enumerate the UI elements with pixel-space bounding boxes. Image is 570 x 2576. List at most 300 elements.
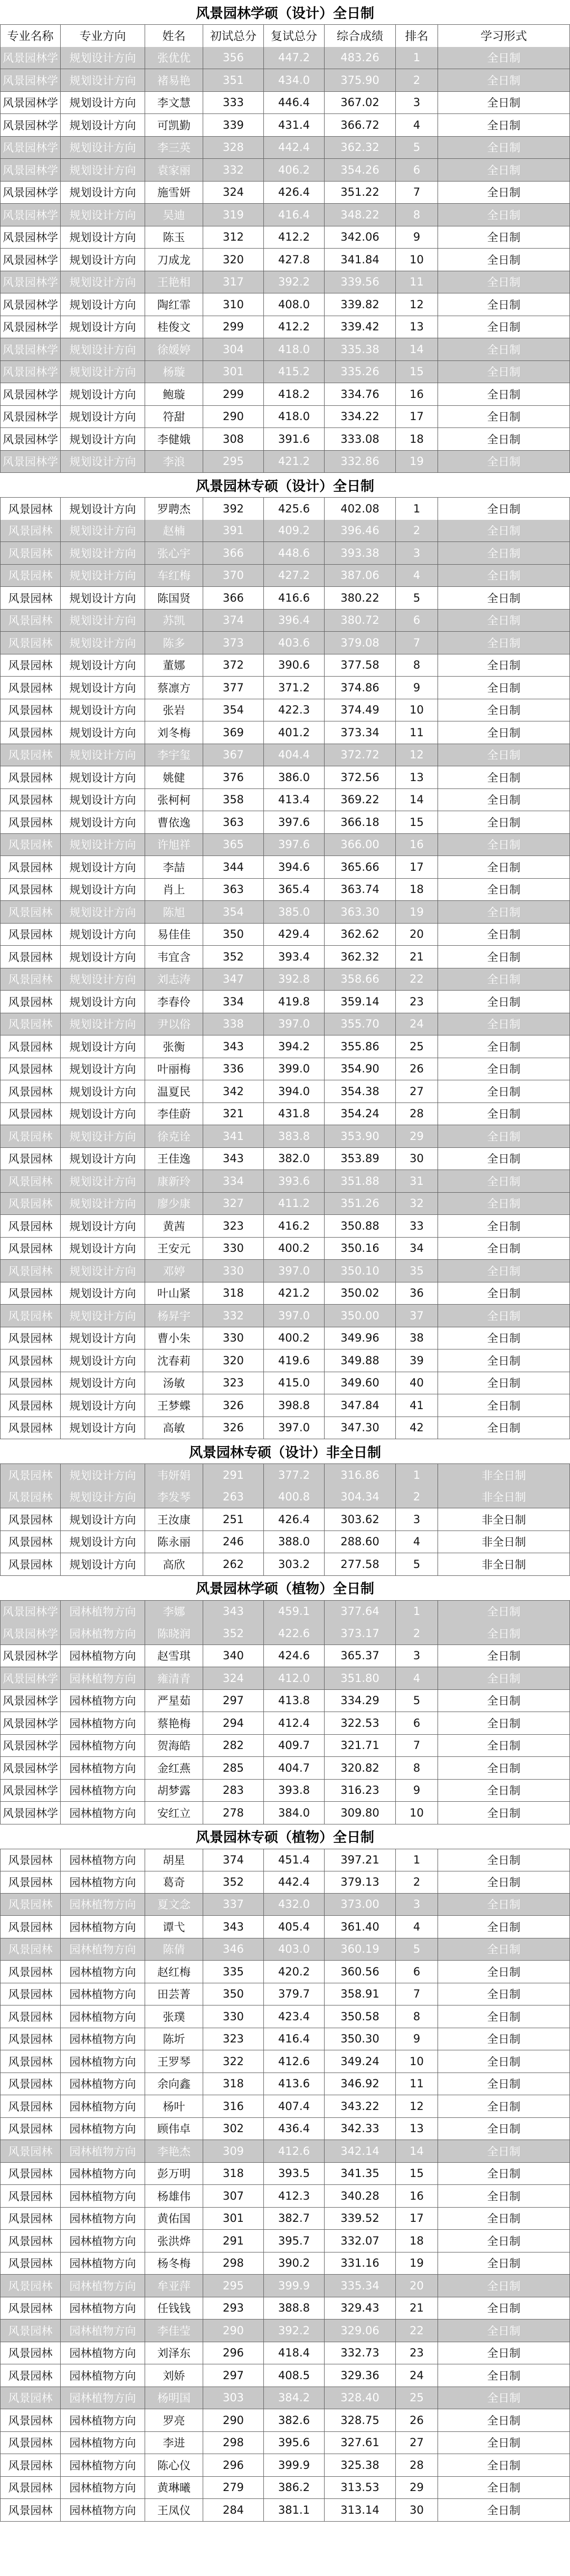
rank-cell: 23 bbox=[396, 2342, 438, 2365]
name-cell: 韦宜含 bbox=[145, 946, 203, 968]
study-form-cell: 全日制 bbox=[438, 1215, 570, 1238]
study-form-cell: 全日制 bbox=[438, 1802, 570, 1824]
study-form-cell: 全日制 bbox=[438, 1757, 570, 1780]
name-cell: 杨雄伟 bbox=[145, 2185, 203, 2208]
name-cell: 赵红梅 bbox=[145, 1961, 203, 1983]
retest-score-cell: 434.0 bbox=[264, 69, 325, 92]
composite-score-cell: 377.64 bbox=[325, 1601, 396, 1623]
rank-cell: 27 bbox=[396, 1080, 438, 1103]
study-form-cell: 全日制 bbox=[438, 1601, 570, 1623]
study-form-cell: 全日制 bbox=[438, 451, 570, 473]
prelim-score-cell: 330 bbox=[203, 1327, 264, 1350]
prelim-score-cell: 278 bbox=[203, 1802, 264, 1824]
name-cell: 温夏民 bbox=[145, 1080, 203, 1103]
composite-score-cell: 348.22 bbox=[325, 204, 396, 226]
rank-cell: 38 bbox=[396, 1327, 438, 1350]
composite-score-cell: 393.38 bbox=[325, 542, 396, 565]
rank-cell: 6 bbox=[396, 610, 438, 632]
major-cell: 风景园林学 bbox=[0, 428, 61, 451]
direction-cell: 规划设计方向 bbox=[61, 542, 145, 565]
name-cell: 雍清青 bbox=[145, 1667, 203, 1690]
retest-score-cell: 384.2 bbox=[264, 2387, 325, 2410]
major-cell: 风景园林 bbox=[0, 1125, 61, 1148]
study-form-cell: 全日制 bbox=[438, 2140, 570, 2163]
table-row bbox=[0, 1735, 570, 1757]
rank-cell: 11 bbox=[396, 721, 438, 744]
name-cell: 叶丽梅 bbox=[145, 1058, 203, 1081]
retest-score-cell: 381.1 bbox=[264, 2499, 325, 2522]
major-cell: 风景园林 bbox=[0, 879, 61, 901]
rank-cell: 20 bbox=[396, 2275, 438, 2297]
direction-cell: 园林植物方向 bbox=[61, 2230, 145, 2252]
prelim-score-cell: 299 bbox=[203, 316, 264, 339]
composite-score-cell: 377.58 bbox=[325, 654, 396, 677]
table-row bbox=[0, 1983, 570, 2006]
table-row bbox=[0, 721, 570, 744]
name-cell: 李发琴 bbox=[145, 1486, 203, 1509]
major-cell: 风景园林 bbox=[0, 901, 61, 924]
study-form-cell: 全日制 bbox=[438, 361, 570, 384]
prelim-score-cell: 356 bbox=[203, 47, 264, 70]
direction-cell: 规划设计方向 bbox=[61, 182, 145, 204]
retest-score-cell: 377.2 bbox=[264, 1464, 325, 1487]
prelim-score-cell: 284 bbox=[203, 2499, 264, 2522]
name-cell: 姓名 bbox=[145, 25, 203, 47]
rank-cell: 7 bbox=[396, 632, 438, 654]
direction-cell: 规划设计方向 bbox=[61, 1486, 145, 1509]
prelim-score-cell: 322 bbox=[203, 2050, 264, 2073]
major-cell: 风景园林学 bbox=[0, 159, 61, 182]
prelim-score-cell: 324 bbox=[203, 182, 264, 204]
study-form-cell: 全日制 bbox=[438, 2477, 570, 2499]
direction-cell: 园林植物方向 bbox=[61, 1871, 145, 1894]
name-cell: 杨叶 bbox=[145, 2095, 203, 2118]
composite-score-cell: 329.36 bbox=[325, 2364, 396, 2387]
direction-cell: 规划设计方向 bbox=[61, 744, 145, 767]
direction-cell: 园林植物方向 bbox=[61, 2252, 145, 2275]
retest-score-cell: 390.2 bbox=[264, 2252, 325, 2275]
direction-cell: 园林植物方向 bbox=[61, 2140, 145, 2163]
direction-cell: 规划设计方向 bbox=[61, 1103, 145, 1126]
study-form-cell: 全日制 bbox=[438, 1916, 570, 1938]
direction-cell: 规划设计方向 bbox=[61, 383, 145, 406]
direction-cell: 规划设计方向 bbox=[61, 1125, 145, 1148]
major-cell: 风景园林 bbox=[0, 991, 61, 1013]
prelim-score-cell: 291 bbox=[203, 2230, 264, 2252]
table-row bbox=[0, 677, 570, 699]
major-cell: 风景园林 bbox=[0, 1193, 61, 1215]
rank-cell: 9 bbox=[396, 1780, 438, 1802]
name-cell: 安红立 bbox=[145, 1802, 203, 1824]
retest-score-cell: 390.6 bbox=[264, 654, 325, 677]
study-form-cell: 全日制 bbox=[438, 1780, 570, 1802]
major-cell: 风景园林 bbox=[0, 2499, 61, 2522]
retest-score-cell: 386.2 bbox=[264, 2477, 325, 2499]
retest-score-cell: 382.7 bbox=[264, 2208, 325, 2230]
major-cell: 风景园林 bbox=[0, 1961, 61, 1983]
composite-score-cell: 396.46 bbox=[325, 520, 396, 543]
retest-score-cell: 418.2 bbox=[264, 383, 325, 406]
prelim-score-cell: 246 bbox=[203, 1531, 264, 1554]
name-cell: 韦妍娟 bbox=[145, 1464, 203, 1487]
rank-cell: 5 bbox=[396, 587, 438, 610]
prelim-score-cell: 391 bbox=[203, 520, 264, 543]
study-form-cell: 全日制 bbox=[438, 338, 570, 361]
prelim-score-cell: 330 bbox=[203, 1260, 264, 1282]
study-form-cell: 非全日制 bbox=[438, 1508, 570, 1531]
rank-cell: 32 bbox=[396, 1193, 438, 1215]
prelim-score-cell: 296 bbox=[203, 2454, 264, 2477]
rank-cell: 22 bbox=[396, 968, 438, 991]
prelim-score-cell: 374 bbox=[203, 1849, 264, 1872]
name-cell: 可凯勤 bbox=[145, 114, 203, 137]
name-cell: 王佳逸 bbox=[145, 1148, 203, 1171]
rank-cell: 5 bbox=[396, 1690, 438, 1713]
prelim-score-cell: 330 bbox=[203, 2005, 264, 2028]
study-form-cell: 全日制 bbox=[438, 2073, 570, 2096]
prelim-score-cell: 338 bbox=[203, 1013, 264, 1036]
major-cell: 风景园林 bbox=[0, 2208, 61, 2230]
rank-cell: 42 bbox=[396, 1417, 438, 1440]
major-cell: 风景园林 bbox=[0, 542, 61, 565]
study-form-cell: 全日制 bbox=[438, 1938, 570, 1961]
name-cell: 王凤仪 bbox=[145, 2499, 203, 2522]
table-row bbox=[0, 2275, 570, 2297]
composite-score-cell: 373.17 bbox=[325, 1622, 396, 1645]
major-cell: 风景园林 bbox=[0, 1058, 61, 1081]
major-cell: 风景园林 bbox=[0, 498, 61, 520]
rank-cell: 9 bbox=[396, 677, 438, 699]
major-cell: 风景园林 bbox=[0, 2252, 61, 2275]
rank-cell: 34 bbox=[396, 1238, 438, 1260]
study-form-cell: 全日制 bbox=[438, 293, 570, 316]
composite-score-cell: 316.86 bbox=[325, 1464, 396, 1487]
prelim-score-cell: 320 bbox=[203, 1349, 264, 1372]
study-form-cell: 全日制 bbox=[438, 1260, 570, 1282]
name-cell: 尹以俗 bbox=[145, 1013, 203, 1036]
name-cell: 陶红霏 bbox=[145, 293, 203, 316]
rank-cell: 7 bbox=[396, 1735, 438, 1757]
table-row bbox=[0, 159, 570, 182]
retest-score-cell: 407.4 bbox=[264, 2095, 325, 2118]
name-cell: 高欣 bbox=[145, 1553, 203, 1576]
retest-score-cell: 415.0 bbox=[264, 1372, 325, 1395]
rank-cell: 2 bbox=[396, 1871, 438, 1894]
table-row bbox=[0, 991, 570, 1013]
study-form-cell: 全日制 bbox=[438, 406, 570, 429]
table-row bbox=[0, 182, 570, 204]
retest-score-cell: 412.6 bbox=[264, 2140, 325, 2163]
name-cell: 夏文念 bbox=[145, 1894, 203, 1916]
retest-score-cell: 442.4 bbox=[264, 137, 325, 159]
study-form-cell: 全日制 bbox=[438, 1035, 570, 1058]
major-cell: 风景园林 bbox=[0, 2387, 61, 2410]
name-cell: 曹依逸 bbox=[145, 811, 203, 834]
study-form-cell: 全日制 bbox=[438, 1327, 570, 1350]
study-form-cell: 全日制 bbox=[438, 1058, 570, 1081]
rank-cell: 33 bbox=[396, 1215, 438, 1238]
study-form-cell: 全日制 bbox=[438, 721, 570, 744]
major-cell: 风景园林 bbox=[0, 2342, 61, 2365]
rank-cell: 7 bbox=[396, 182, 438, 204]
study-form-cell: 全日制 bbox=[438, 226, 570, 249]
retest-score-cell: 416.4 bbox=[264, 204, 325, 226]
name-cell: 车红梅 bbox=[145, 565, 203, 587]
composite-score-cell: 339.56 bbox=[325, 271, 396, 294]
composite-score-cell: 350.02 bbox=[325, 1282, 396, 1305]
composite-score-cell: 373.00 bbox=[325, 1894, 396, 1916]
direction-cell: 园林植物方向 bbox=[61, 1601, 145, 1623]
major-cell: 风景园林 bbox=[0, 2095, 61, 2118]
prelim-score-cell: 291 bbox=[203, 1464, 264, 1487]
study-form-cell: 全日制 bbox=[438, 520, 570, 543]
major-cell: 风景园林 bbox=[0, 1103, 61, 1126]
study-form-cell: 全日制 bbox=[438, 114, 570, 137]
name-cell: 苏凯 bbox=[145, 610, 203, 632]
rank-cell: 8 bbox=[396, 204, 438, 226]
study-form-cell: 全日制 bbox=[438, 632, 570, 654]
major-cell: 风景园林 bbox=[0, 1349, 61, 1372]
retest-score-cell: 404.7 bbox=[264, 1757, 325, 1780]
major-cell: 风景园林 bbox=[0, 1849, 61, 1872]
rank-cell: 37 bbox=[396, 1305, 438, 1327]
table-row bbox=[0, 1894, 570, 1916]
composite-score-cell: 362.62 bbox=[325, 924, 396, 946]
rank-cell: 1 bbox=[396, 47, 438, 70]
direction-cell: 园林植物方向 bbox=[61, 2409, 145, 2432]
study-form-cell: 全日制 bbox=[438, 498, 570, 520]
prelim-score-cell: 318 bbox=[203, 2073, 264, 2096]
rank-cell: 6 bbox=[396, 1961, 438, 1983]
name-cell: 李三英 bbox=[145, 137, 203, 159]
direction-cell: 园林植物方向 bbox=[61, 2185, 145, 2208]
study-form-cell: 全日制 bbox=[438, 1667, 570, 1690]
retest-score-cell: 408.0 bbox=[264, 293, 325, 316]
retest-score-cell: 409.2 bbox=[264, 520, 325, 543]
table-row bbox=[0, 1622, 570, 1645]
major-cell: 风景园林 bbox=[0, 1983, 61, 2006]
study-form-cell: 全日制 bbox=[438, 2050, 570, 2073]
rank-cell: 24 bbox=[396, 1013, 438, 1036]
table-row bbox=[0, 1125, 570, 1148]
name-cell: 陈圻 bbox=[145, 2028, 203, 2051]
table-row bbox=[0, 1260, 570, 1282]
study-form-cell: 全日制 bbox=[438, 1849, 570, 1872]
direction-cell: 园林植物方向 bbox=[61, 2208, 145, 2230]
table-row bbox=[0, 338, 570, 361]
major-cell: 风景园林 bbox=[0, 2118, 61, 2141]
major-cell: 风景园林 bbox=[0, 2005, 61, 2028]
direction-cell: 园林植物方向 bbox=[61, 2275, 145, 2297]
prelim-score-cell: 303 bbox=[203, 2387, 264, 2410]
retest-score-cell: 415.2 bbox=[264, 361, 325, 384]
study-form-cell: 全日制 bbox=[438, 789, 570, 812]
rank-cell: 29 bbox=[396, 2477, 438, 2499]
prelim-score-cell: 320 bbox=[203, 249, 264, 271]
direction-cell: 规划设计方向 bbox=[61, 406, 145, 429]
composite-score-cell: 329.43 bbox=[325, 2297, 396, 2320]
retest-score-cell: 427.8 bbox=[264, 249, 325, 271]
table-row bbox=[0, 632, 570, 654]
rank-cell: 21 bbox=[396, 946, 438, 968]
direction-cell: 园林植物方向 bbox=[61, 1961, 145, 1983]
prelim-score-cell: 336 bbox=[203, 1058, 264, 1081]
retest-score-cell: 303.2 bbox=[264, 1553, 325, 1576]
table-row bbox=[0, 204, 570, 226]
major-cell: 风景园林学 bbox=[0, 1712, 61, 1735]
major-cell: 风景园林 bbox=[0, 1508, 61, 1531]
prelim-score-cell: 354 bbox=[203, 699, 264, 722]
major-cell: 风景园林学 bbox=[0, 1667, 61, 1690]
retest-score-cell: 392.8 bbox=[264, 968, 325, 991]
direction-cell: 规划设计方向 bbox=[61, 249, 145, 271]
composite-score-cell: 380.22 bbox=[325, 587, 396, 610]
retest-score-cell: 416.6 bbox=[264, 587, 325, 610]
name-cell: 许旭祥 bbox=[145, 834, 203, 857]
retest-score-cell: 384.0 bbox=[264, 1802, 325, 1824]
major-cell: 风景园林 bbox=[0, 1080, 61, 1103]
composite-score-cell: 329.06 bbox=[325, 2320, 396, 2342]
table-row bbox=[0, 271, 570, 294]
composite-score-cell: 综合成绩 bbox=[325, 25, 396, 47]
name-cell: 张璞 bbox=[145, 2005, 203, 2028]
study-form-cell: 全日制 bbox=[438, 2095, 570, 2118]
direction-cell: 规划设计方向 bbox=[61, 1035, 145, 1058]
rank-cell: 10 bbox=[396, 699, 438, 722]
prelim-score-cell: 328 bbox=[203, 137, 264, 159]
composite-score-cell: 325.38 bbox=[325, 2454, 396, 2477]
rank-cell: 8 bbox=[396, 1757, 438, 1780]
prelim-score-cell: 319 bbox=[203, 204, 264, 226]
study-form-cell: 全日制 bbox=[438, 2185, 570, 2208]
direction-cell: 规划设计方向 bbox=[61, 968, 145, 991]
direction-cell: 园林植物方向 bbox=[61, 1690, 145, 1713]
composite-score-cell: 362.32 bbox=[325, 137, 396, 159]
name-cell: 杨昇宇 bbox=[145, 1305, 203, 1327]
major-cell: 风景园林 bbox=[0, 2028, 61, 2051]
table-row bbox=[0, 2409, 570, 2432]
name-cell: 李娜 bbox=[145, 1601, 203, 1623]
rank-cell: 25 bbox=[396, 2387, 438, 2410]
direction-cell: 规划设计方向 bbox=[61, 1464, 145, 1487]
rank-cell: 3 bbox=[396, 1894, 438, 1916]
direction-cell: 规划设计方向 bbox=[61, 137, 145, 159]
major-cell: 风景园林学 bbox=[0, 114, 61, 137]
composite-score-cell: 339.52 bbox=[325, 2208, 396, 2230]
prelim-score-cell: 343 bbox=[203, 1148, 264, 1171]
prelim-score-cell: 263 bbox=[203, 1486, 264, 1509]
study-form-cell: 全日制 bbox=[438, 610, 570, 632]
prelim-score-cell: 290 bbox=[203, 406, 264, 429]
composite-score-cell: 375.90 bbox=[325, 69, 396, 92]
name-cell: 赵雪琪 bbox=[145, 1645, 203, 1668]
major-cell: 风景园林学 bbox=[0, 293, 61, 316]
composite-score-cell: 351.26 bbox=[325, 1193, 396, 1215]
composite-score-cell: 373.34 bbox=[325, 721, 396, 744]
major-cell: 风景园林 bbox=[0, 1394, 61, 1417]
prelim-score-cell: 352 bbox=[203, 946, 264, 968]
composite-score-cell: 360.56 bbox=[325, 1961, 396, 1983]
table-row bbox=[0, 789, 570, 812]
rank-cell: 2 bbox=[396, 69, 438, 92]
rank-cell: 4 bbox=[396, 565, 438, 587]
study-form-cell: 全日制 bbox=[438, 2342, 570, 2365]
direction-cell: 规划设计方向 bbox=[61, 1058, 145, 1081]
major-cell: 风景园林学 bbox=[0, 451, 61, 473]
retest-score-cell: 397.0 bbox=[264, 1305, 325, 1327]
prelim-score-cell: 352 bbox=[203, 1871, 264, 1894]
retest-score-cell: 416.4 bbox=[264, 2028, 325, 2051]
study-form-cell: 全日制 bbox=[438, 1690, 570, 1713]
name-cell: 康新玲 bbox=[145, 1170, 203, 1193]
direction-cell: 园林植物方向 bbox=[61, 1916, 145, 1938]
direction-cell: 规划设计方向 bbox=[61, 520, 145, 543]
table-row bbox=[0, 383, 570, 406]
study-form-cell: 全日制 bbox=[438, 744, 570, 767]
name-cell: 陈多 bbox=[145, 632, 203, 654]
rank-cell: 1 bbox=[396, 1464, 438, 1487]
retest-score-cell: 393.5 bbox=[264, 2163, 325, 2185]
table-row bbox=[0, 1463, 570, 1487]
retest-score-cell: 386.0 bbox=[264, 766, 325, 789]
table-row bbox=[0, 2095, 570, 2118]
rank-cell: 28 bbox=[396, 1103, 438, 1126]
direction-cell: 规划设计方向 bbox=[61, 114, 145, 137]
major-cell: 风景园林学 bbox=[0, 1645, 61, 1668]
composite-score-cell: 347.30 bbox=[325, 1417, 396, 1440]
retest-score-cell: 412.4 bbox=[264, 1712, 325, 1735]
rank-cell: 15 bbox=[396, 2163, 438, 2185]
prelim-score-cell: 374 bbox=[203, 610, 264, 632]
composite-score-cell: 369.22 bbox=[325, 789, 396, 812]
rank-cell: 4 bbox=[396, 1531, 438, 1554]
prelim-score-cell: 343 bbox=[203, 1916, 264, 1938]
composite-score-cell: 374.49 bbox=[325, 699, 396, 722]
prelim-score-cell: 282 bbox=[203, 1735, 264, 1757]
study-form-cell: 全日制 bbox=[438, 2118, 570, 2141]
table-row bbox=[0, 1508, 570, 1531]
major-cell: 风景园林学 bbox=[0, 316, 61, 339]
major-cell: 风景园林 bbox=[0, 924, 61, 946]
name-cell: 黄琳曦 bbox=[145, 2477, 203, 2499]
major-cell: 风景园林 bbox=[0, 2432, 61, 2455]
direction-cell: 规划设计方向 bbox=[61, 1553, 145, 1576]
name-cell: 肖上 bbox=[145, 879, 203, 901]
major-cell: 风景园林学 bbox=[0, 182, 61, 204]
major-cell: 风景园林学 bbox=[0, 69, 61, 92]
composite-score-cell: 362.32 bbox=[325, 946, 396, 968]
prelim-score-cell: 341 bbox=[203, 1125, 264, 1148]
study-form-cell: 全日制 bbox=[438, 901, 570, 924]
composite-score-cell: 350.58 bbox=[325, 2005, 396, 2028]
composite-score-cell: 342.33 bbox=[325, 2118, 396, 2141]
name-cell: 任钱钱 bbox=[145, 2297, 203, 2320]
table-row bbox=[0, 2185, 570, 2208]
prelim-score-cell: 316 bbox=[203, 2095, 264, 2118]
major-cell: 风景园林 bbox=[0, 1305, 61, 1327]
rank-cell: 24 bbox=[396, 2364, 438, 2387]
major-cell: 风景园林 bbox=[0, 1894, 61, 1916]
name-cell: 刀成龙 bbox=[145, 249, 203, 271]
direction-cell: 园林植物方向 bbox=[61, 1712, 145, 1735]
section-title: 风景园林学硕（植物）全日制 bbox=[195, 1581, 374, 1597]
study-form-cell: 全日制 bbox=[438, 565, 570, 587]
direction-cell: 规划设计方向 bbox=[61, 271, 145, 294]
major-cell: 风景园林学 bbox=[0, 361, 61, 384]
composite-score-cell: 379.08 bbox=[325, 632, 396, 654]
name-cell: 赵楠 bbox=[145, 520, 203, 543]
major-cell: 风景园林 bbox=[0, 1238, 61, 1260]
